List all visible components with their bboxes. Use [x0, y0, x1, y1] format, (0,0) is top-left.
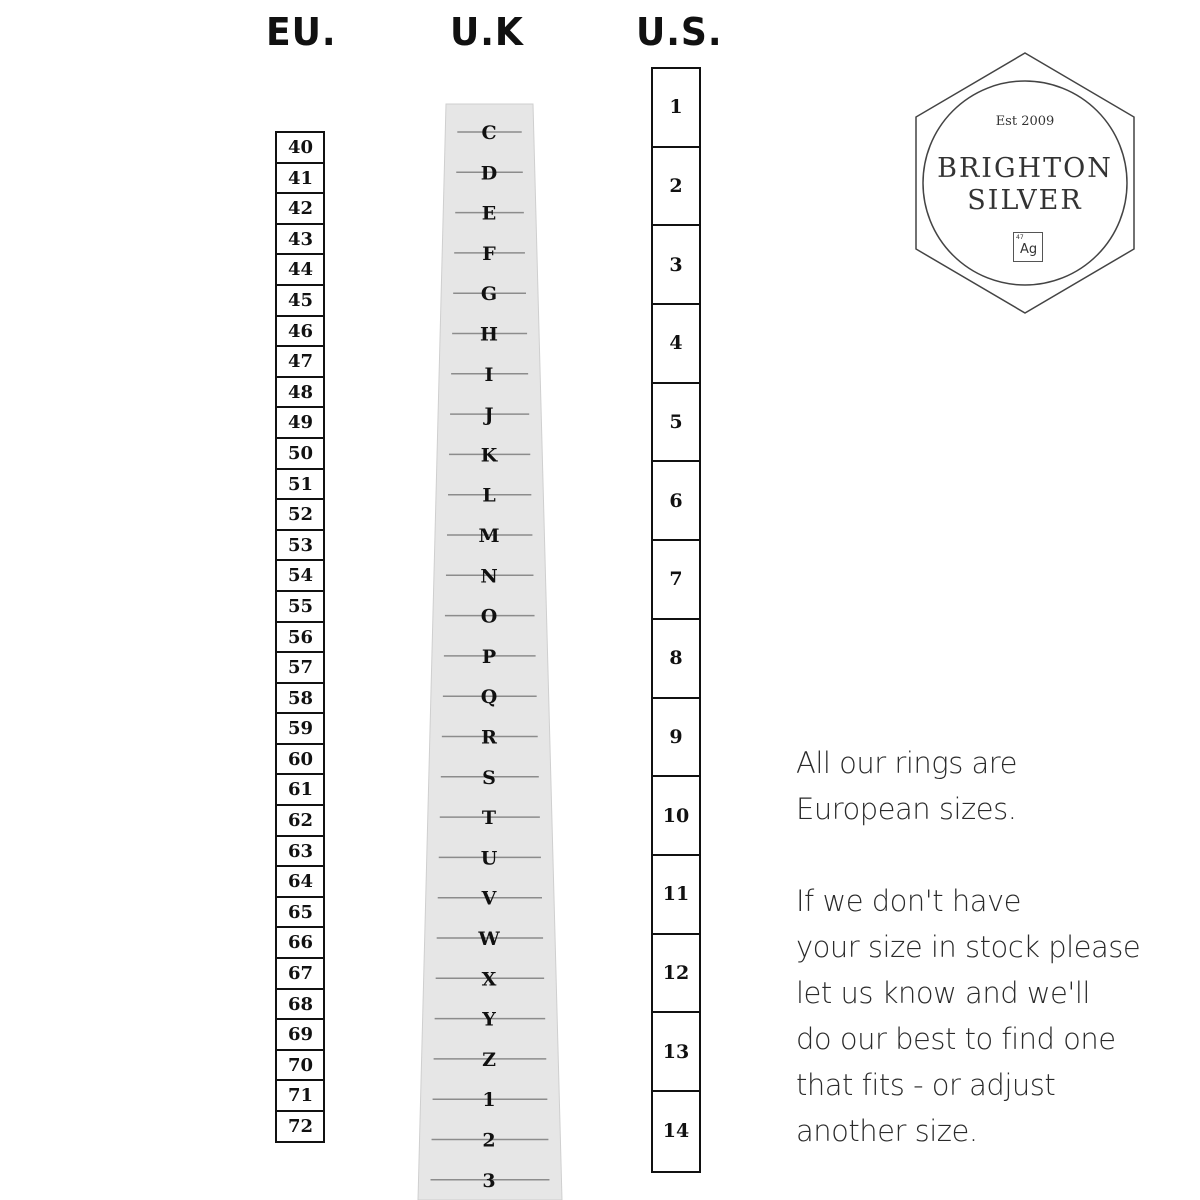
eu-size-cell: 49 [277, 408, 323, 439]
uk-size-label: S [482, 766, 496, 789]
logo-brand-line2: SILVER [967, 185, 1083, 216]
us-size-cell: 2 [653, 148, 699, 227]
us-size-cell: 4 [653, 305, 699, 384]
eu-size-cell: 48 [277, 378, 323, 409]
eu-column-header: EU. [266, 10, 337, 54]
eu-size-cell: 72 [277, 1112, 323, 1143]
uk-size-label: V [481, 887, 497, 910]
notes-line: that fits - or adjust [796, 1068, 1056, 1102]
notes-line: If we don't have [796, 884, 1022, 918]
us-size-cell: 11 [653, 856, 699, 935]
uk-size-label: 2 [482, 1129, 496, 1152]
uk-size-label: F [482, 242, 496, 265]
eu-size-cell: 46 [277, 317, 323, 348]
eu-size-cell: 40 [277, 133, 323, 164]
logo-brand-line1: BRIGHTON [937, 153, 1113, 184]
uk-size-label: 1 [482, 1089, 496, 1112]
eu-size-cell: 66 [277, 928, 323, 959]
element-symbol: Ag [1020, 242, 1038, 257]
us-size-cell: 3 [653, 226, 699, 305]
eu-size-cell: 47 [277, 347, 323, 378]
eu-size-cell: 63 [277, 837, 323, 868]
eu-size-cell: 61 [277, 775, 323, 806]
us-size-cell: 1 [653, 69, 699, 148]
us-size-cell: 10 [653, 777, 699, 856]
eu-size-cell: 55 [277, 592, 323, 623]
uk-size-label: Z [482, 1048, 496, 1071]
uk-size-label: G [480, 283, 498, 306]
notes-line: All our rings are [796, 746, 1017, 780]
uk-size-label: 3 [482, 1169, 496, 1192]
uk-size-label: R [481, 726, 497, 749]
eu-size-cell: 64 [277, 867, 323, 898]
uk-size-label: W [478, 928, 500, 950]
notes-line: your size in stock please [796, 930, 1141, 964]
eu-size-cell: 62 [277, 806, 323, 837]
uk-size-label: Y [482, 1008, 496, 1031]
us-size-cell: 12 [653, 935, 699, 1014]
us-size-cell: 14 [662, 1120, 690, 1143]
eu-size-cell: 56 [277, 623, 323, 654]
eu-size-cell: 58 [277, 684, 323, 715]
uk-size-label: X [481, 968, 497, 991]
eu-size-cell: 43 [277, 225, 323, 256]
eu-size-cell: 57 [277, 653, 323, 684]
eu-size-cell: 70 [277, 1051, 323, 1082]
silver-element-icon [1013, 232, 1043, 262]
uk-size-label: D [480, 162, 498, 185]
eu-size-cell: 53 [277, 531, 323, 562]
uk-size-label: J [484, 404, 494, 427]
uk-size-label: H [480, 323, 498, 346]
eu-size-cell: 41 [277, 164, 323, 195]
uk-size-label: K [480, 444, 498, 467]
eu-size-cell: 68 [277, 990, 323, 1021]
us-size-cell: 9 [653, 699, 699, 778]
eu-size-cell: 69 [277, 1020, 323, 1051]
uk-size-label: E [481, 202, 497, 225]
eu-size-cell: 54 [277, 561, 323, 592]
sizing-notes [796, 740, 1186, 1154]
eu-size-cell: 45 [277, 286, 323, 317]
us-size-cell: 7 [653, 541, 699, 620]
eu-size-cell: 44 [277, 255, 323, 286]
eu-size-cell: 51 [277, 470, 323, 501]
us-size-column [651, 67, 701, 1173]
uk-size-label: P [481, 645, 497, 668]
uk-size-label: U [480, 847, 498, 870]
eu-size-cell: 59 [277, 714, 323, 745]
eu-size-cell: 65 [277, 898, 323, 929]
uk-size-label: O [480, 605, 498, 628]
notes-paragraph-1 [796, 740, 1186, 832]
uk-size-label: L [482, 484, 496, 507]
notes-line: European sizes. [796, 792, 1017, 826]
us-size-cell: 13 [653, 1013, 699, 1092]
uk-size-label: T [481, 807, 497, 830]
eu-size-cell: 71 [277, 1081, 323, 1112]
brighton-silver-logo [912, 51, 1138, 315]
notes-line: let us know and we'll [796, 976, 1090, 1010]
us-size-cell: 5 [653, 384, 699, 463]
uk-column-header: U.K [450, 10, 524, 54]
notes-line: do our best to find one [796, 1022, 1116, 1056]
uk-size-label: Q [480, 686, 498, 709]
eu-size-cell: 42 [277, 194, 323, 225]
uk-size-label: N [480, 565, 498, 588]
uk-size-label: I [484, 363, 494, 386]
eu-size-cell: 52 [277, 500, 323, 531]
eu-size-cell: 60 [277, 745, 323, 776]
uk-size-label: M [478, 525, 500, 547]
logo-established: Est 2009 [995, 114, 1055, 129]
us-size-cell: 8 [653, 620, 699, 699]
eu-size-cell: 67 [277, 959, 323, 990]
us-size-cell: 6 [653, 462, 699, 541]
element-number: 47 [1016, 234, 1024, 241]
notes-paragraph-2 [796, 878, 1186, 1154]
notes-line: another size. [796, 1114, 978, 1148]
uk-size-label: C [481, 122, 497, 144]
us-column-header: U.S. [636, 10, 723, 54]
eu-size-cell: 50 [277, 439, 323, 470]
